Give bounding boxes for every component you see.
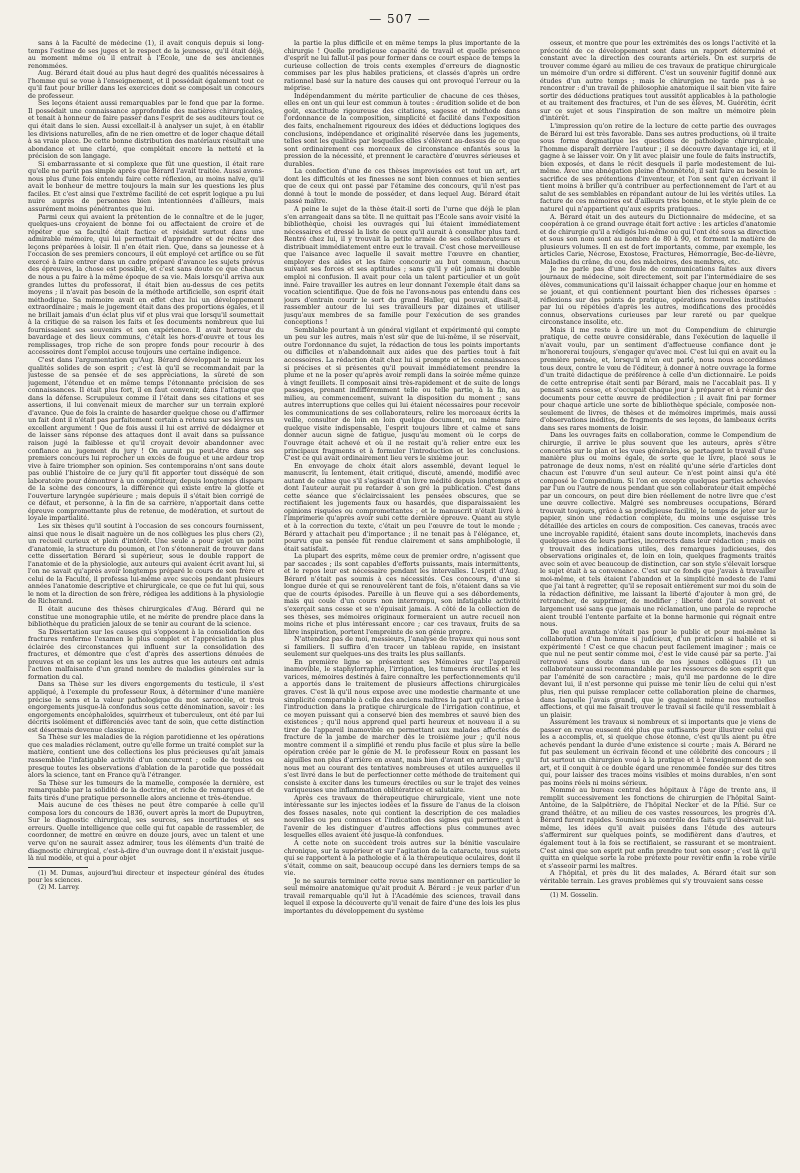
- paragraph: Nommé au bureau central des hôpitaux à l'âge de trente ans, il remplit successivement les fonctions de chirurgien de l'hôpital Saint-Antoine, de la Salpêtrière, de l'hôpital Necker et de la Pitié. Sur ce grand théâtre, et au milieu de ces vastes ressources, les progrès d'A. Bérard furent rapides. Soumises au contrôle des faits qu'il observait lui-même, les idées qu'il avait puisées dans l'étude des auteurs s'affermirent sur quelques points, se modifièrent dans d'autres, et également tout à la fois se rectifiaient, se rassurant et se montraient. C'est ainsi que son esprit put enfin prendre tout son essor ; c'est là qu'il quitta en quelque sorte la robe prétexte pour revêtir enfin la robe virile et s'asseoir parmi les maîtres.: [540, 786, 776, 870]
- paragraph: A cette note on succèdent trois autres sur la bénitie vasculaire chronique, sur la supérieur et sur l'agitation de la cataracte, tous sujets qui se rapportent à la pathologie et à la thérapeutique oculaires, dont il s'était, comme on sait, beaucoup occupé dans les derniers temps de sa vie.: [284, 838, 520, 878]
- paragraph: La plupart des esprits, même ceux de premier ordre, n'agissent que par saccades ; ils sont capables d'efforts puissants, mais intermittents, et le repos leur est nécessaire pendant les intervalles. L'esprit d'Aug. Bérard n'était pas soumis à ces nécessités. Ces concours, d'une si longue durée et qui se renouvelèrent tant de fois, n'étaient dans sa vie que de courts épisodes. Pareille à un fleuve qui a ses débordements, mais qui coule d'un cours non interrompu, son infatigable activité s'exerçait sans cesse et se n'épuisait jamais. A côté de la collection de ses thèses, ses mémoires originaux formeraient un autre recueil non moins riche et plus intéressant encore ; car ces travaux, fruits de sa libre inspiration, portent l'empreinte de son génie propre.: [284, 552, 520, 636]
- paragraph: Assurément les travaux si nombreux et si importants que je viens de passer en revue eussent été plus que suffisants pour illustrer celui qui les a accomplis, et, si quelque chose étonne, c'est qu'ils aient pu être achevés pendant la durée d'une existence si courte ; mais A. Bérard ne fut pas seulement un écrivain fécond et une célébrité des concours ; il fut surtout un chirurgien voué à la pratique et à l'enseignement de son art, et il conquit à ce double égard une renommée fondée sur des titres qui, pour laisser des traces moins visibles et moins durables, n'en sont pas moins réels ni moins sérieux.: [540, 718, 776, 787]
- paragraph: C'est dans l'argumentation qu'Aug. Bérard développait le mieux les qualités solides de son esprit ; c'est là qu'il se recommandait par la justesse de sa pensée et de ses appréciations, la sûreté de son jugement, l'étendue et en même temps l'étonnante précision de ses connaissances. Il était plus fort, il en faut convenir, dans l'attaque que dans la défense. Scrupuleux comme il l'était dans ses citations et ses assertions, il lui convenait mieux de marcher sur un terrain exploré d'avance. Que de fois la crainte de hasarder quelque chose ou d'affirmer un fait dont il n'était pas parfaitement certain a retenu sur ses lèvres un excellent argument ! Que de fois aussi il lui est arrivé de dédaigner et de laisser sans réponse des attaques dont il avait dans sa puissance raison jugé la faiblesse et qu'il croyait devoir abandonner avec confiance au jugement du jury ! On aurait pu peut-être dans ses premiers concours lui reprocher un excès de fougue et une ardeur trop vive à faire triompher son opinion. Ses contemporains n'ont sans doute pas oublié l'histoire de ce jury qu'il fit apporter tout disséqué de son laboratoire pour démontrer à un compétiteur, depuis longtemps disparu de la scène des concours, la différence qui existe entre la glotte et l'ouverture laryngée supérieure ; mais depuis il s'était bien corrigé de ce défaut, et personne, à la fin de sa carrière, n'apportait dans cette épreuve compromettante plus de retenue, de modération, et surtout de loyale impartialité.: [28, 355, 264, 523]
- paragraph: En première ligne se présentent ses Mémoires sur l'appareil inamovible, le staphylorraphie, l'irrigation, les tumeurs érectiles et les varices, mémoires destinés à faire connaître les perfectionnements qu'il a apportés dans le traitement de plusieurs affections chirurgicales graves. C'est là qu'il nous expose avec une modestie charmante et une simplicité comparable à celle des anciens maîtres la part qu'il a prise à l'introduction dans la pratique chirurgicale de l'irrigation continue, et ce moyen puissant qui a conservé bien des membres et sauvé bien des existences ; qu'il nous apprend quel parti heureux et nouveau il a su tirer de l'appareil inamovible en permettant aux malades affectés de fracture de la jambe de marcher dès le troisième jour ; qu'il nous montre comment il a simplifié et rendu plus facile et plus sûre la belle opération créée par le génie de M. le professeur Roux en passant les aiguilles non plus d'arrière en avant, mais bien d'avant en arrière ; qu'il nous met au courant des tentatives nombreuses et utiles auxquelles il s'est livré dans le but de perfectionner cette méthode de traitement qui consiste à exciter dans les tumeurs érectiles ou sur le trajet des veines variqueuses une inflammation oblitératrice et salutaire.: [284, 657, 520, 795]
- paragraph: Dans sa Thèse sur les divers engorgements du testicule, il s'est appliqué, à l'exemple du professeur Roux, à déterminer d'une manière précise le sens et la valeur pathologique du mot sarcocèle, et trois engorgements jusque-là confondus sous cette dénomination, savoir : les engorgements encéphaloïdes, squirrheux et tuberculeux, ont été par lui décrits isolément et différenciés avec tant de soin, que cette distinction est désormais devenue classique.: [28, 680, 264, 734]
- footnote-rule: [540, 889, 600, 890]
- footnote: (1) M. Gosselin.: [550, 892, 599, 900]
- paragraph: Sa Thèse sur les maladies de la région parotidienne et les opérations que ces maladies réclament, outre qu'elle forme un traité complet sur la matière, contient une des collections les plus précieuses qu'ait jamais rassemblée l'infatigable activité d'un concurrent ; celle de toutes ou presque toutes les observations d'ablation de la parotide que possédait alors la science, tant en France qu'à l'étranger.: [28, 733, 264, 780]
- paragraph: Les six thèses qu'il soutint à l'occasion de ses concours fournissent, ainsi que nous le disait naguère un de nos collègues les plus chers (2), un recueil curieux et plein d'intérêt. Une seule a pour sujet un point d'anatomie, la structure du poumon, et l'on s'étonnerait de trouver dans cette dissertation Bérard si supérieur, sous le double rapport de l'anatomie et de la physiologie, aux auteurs qui avaient écrit avant lui, si l'on ne savait qu'après avoir longtemps préparé le cours de son frère et celui de la Faculté, il professa lui-même avec succès pendant plusieurs années l'anatomie descriptive et chirurgicale, ce que ce fut lui qui, sous le nom et la direction de son frère, rédigea les additions à la physiologie de Richerand.: [28, 522, 264, 606]
- paragraph: Sa Dissertation sur les causes qui s'opposent à la consolidation des fractures renferme l'examen le plus complet et l'appréciation la plus éclairée des circonstances qui influent sur la consolidation des fractures, et démontre que c'est d'après des assertions dénuées de preuves et en se copiant les uns les autres que les auteurs ont admis l'action malfaisante d'un grand nombre de maladies générales sur la formation du cal.: [28, 627, 264, 681]
- paragraph: Parmi ceux qui avaient la prétention de le connaître et de le juger, quelques-uns croyaient de bonne foi ou affectaient de croire et de répéter que sa faculté était factice et résidait surtout dans une admirable mémoire, qui lui permettait d'apprendre et de réciter des leçons préparées à loisir. Il n'en était rien. Que, dans sa jeunesse et à l'occasion de ses premiers concours, il eût employé cet artifice ou se fût exercé à faire entrer dans un cadre préparé d'avance les sujets prévus des épreuves, la chose est possible, et c'est sans doute ce que chacun de nous a pu faire à la même époque de sa vie. Mais lorsqu'il arriva aux grandes luttes du professorat, il était bien au-dessus de ces petits moyens ; il n'avait pas besoin de la méthode artificielle, son esprit était méthodique. Sa mémoire avait en effet chez lui un développement extraordinaire ; mais le jugement était dans des proportions égales, et il ne brillait jamais d'un éclat plus vif et plus vrai que lorsqu'il soumettait à la critique de sa raison les faits et les documents nombreux que lui fournissaient ses souvenirs et son expérience. Il avait horreur du bavardage et des lieux communs, c'était les hors-d'œuvre et tous les remplissages, trop riche de son propre fonds pour recourir à des accessoires dont l'emploi accuse toujours une certaine indigence.: [28, 212, 264, 357]
- footnote: (2) M. Larrey.: [38, 883, 80, 891]
- paragraph: N'attendez pas de moi, messieurs, l'analyse de travaux qui nous sont si familiers. Il suffira d'en tracer un tableau rapide, en insistant seulement sur quelques-uns des traits les plus saillants.: [284, 635, 520, 659]
- paragraph: A. Bérard était un des auteurs du Dictionnaire de médecine, et sa coopération à ce grand ouvrage était fort active : les articles d'anatomie et de chirurgie qu'il a rédigés lui-même ou qui l'ont été sous sa direction et sous son nom sont au nombre de 80 à 90, et forment la matière de plusieurs volumes. Il en est de fort importants, comme, par exemple, les articles Carie, Nécrose, Exostose, Fractures, Hémorragie, Bec-de-lièvre, Maladies du crâne, du cou, des mâchoires, des membres, etc.: [540, 212, 776, 266]
- paragraph: Indépendamment du mérite particulier de chacune de ces thèses, elles en ont un qui leur est commun à toutes : érudition solide et de bon goût, exactitude rigoureuse des citations, sagesse et méthode dans l'ordonnance de la composition, simplicité et facilité dans l'exposition des faits, enchaînement rigoureux des idées et déductions logiques des conclusions, indépendance et originalité réservée dans les jugements, telles sont les qualités par lesquelles elles s'élèvent au-dessus de ce que sont ordinairement ces morceaux de circonstance enfantés sous la pression de la nécessité, et prennent le caractère d'œuvres sérieuses et durables.: [284, 91, 520, 168]
- paragraph: L'impression qu'on retire de la lecture de cette partie des ouvrages de Bérard lui est très favorable. Dans ses autres productions, où il traite sous forme dogmatique les questions de pathologie chirurgicale, l'homme disparaît derrière l'auteur ; il se découvre davantage ici, et il gagne à se laisser voir. On y lit avec plaisir une foule de faits instructifs, bien exposés, et dans le récit desquels il parle modestement de lui-même. Avec une abnégation pleine d'honnêteté, il sait faire au besoin le sacrifice de ses prétentions d'inventeur, et l'on sent qu'en écrivant il tient moins à briller qu'à contribuer au perfectionnement de l'art et au salut de ses semblables en répandant autour de lui les vérités utiles. La facture de ces mémoires est d'ailleurs très bonne, et le style plein de ce naturel qui n'appartient qu'aux esprits pratiques.: [540, 122, 776, 214]
- text-columns: [28, 40, 776, 1160]
- paragraph: A l'hôpital, et près du lit des malades, A. Bérard était sur son véritable terrain. Les graves problèmes qui s'y trouvaient sans cesse: [540, 869, 776, 885]
- paragraph: De quel avantage n'était pas pour le public et pour moi-même la collaboration d'un homme si judicieux, d'un praticien si habile et si expérimenté ! C'est ce que chacun peut facilement imaginer ; mais ce que nul ne peut sentir comme moi, c'est le vide causé par sa perte. J'ai retrouvé sans doute dans un de nos jeunes collègues (1) un collaborateur aussi recommandable par les ressources de son esprit que par l'aménité de son caractère ; mais, qu'il me pardonne de le dire devant lui, il n'est personne qui puisse me tenir lieu de celui qui n'est plus, rien qui puisse remplacer cette collaboration pleine de charmes, dans laquelle j'avais grandi, que je gagnaient même nos mutuelles affections, et qui me faisait trouver le travail si facile qu'il ressemblait à un plaisir.: [540, 627, 776, 719]
- column-2: [284, 40, 520, 1160]
- paragraph: Dans les ouvrages faits en collaboration, comme le Compendium de chirurgie, il arrive le plus souvent que les auteurs, après s'être concertés sur le plan et les vues générales, se partagent le travail d'une manière plus ou moins égale, de sorte que le livre, placé sous le patronage de deux noms, n'est en réalité qu'une série d'articles dont chacun est l'œuvre d'un seul auteur. Ce n'est point ainsi qu'a été composé le Compendium. Si l'on en excepte quelques parties achevées par l'un ou l'autre de nous pendant que son collaborateur était empêché par un concours, on peut dire bien réellement de notre livre que c'est une œuvre collective. Malgré ses nombreuses occupations, Bérard trouvait toujours, grâce à sa prodigieuse facilité, le temps de jeter sur le papier, sinon une rédaction complète, du moins une esquisse très détaillée des articles en cours de composition. Ces canevas, tracés avec une incroyable rapidité, étaient sans doute incomplets, inachevés dans quelques-unes de leurs parties, incorrects dans leur rédaction ; mais on y trouvait des indications utiles, des remarques judicieuses, des observations originales et, de loin en loin, quelques fragments traités avec soin et avec beaucoup de distinction, car son style s'élevait lorsque le sujet était à sa convenance. C'est sur ce fonds que j'avais à travailler moi-même, et tels étaient l'abandon et la simplicité modeste de l'ami que j'ai tant à regretter, qu'il se reposait entièrement sur moi du soin de la rédaction définitive, me laissant la liberté d'ajouter à mon gré, de retrancher, de supprimer, de modifier ; liberté dont j'ai souvent et largement usé sans que jamais une réclamation, une parole de reproche aient troublé l'entente parfaite et la bonne harmonie qui régnait entre nous.: [540, 431, 776, 629]
- footnote: (1) M. Dumas, aujourd'hui directeur et inspecteur général des études pour les sciences.: [28, 869, 264, 884]
- paragraph: la partie la plus difficile et en même temps la plus importante de la chirurgie ! Quelle prodigieuse capacité de travail et quelle présence d'esprit ne lui fallut-il pas pour former dans ce court espace de temps la curieuse collection de trois cents exemples d'erreurs de diagnostic commises par les plus habiles praticiens, et classés d'après un ordre rationnel basé sur la nature des causes qui ont provoqué l'erreur ou la méprise.: [284, 40, 520, 93]
- paragraph: Aug. Bérard était doué au plus haut degré des qualités nécessaires à l'homme qui se voue à l'enseignement, et il possédait également tout ce qu'il faut pour briller dans les exercices dont se composait un concours de professeur.: [28, 69, 264, 100]
- paragraph: Après ces travaux de thérapeutique chirurgicale, vient une note intéressante sur les injectes iodées et la fissure de l'anus de la cloison des fosses nasales, note qui contient la description de ces maladies nouvelles ou peu connues et l'indication des signes qui permettent à l'avenir de les distinguer d'autres affections plus communes avec lesquelles elles avaient été jusque-là confondues.: [284, 793, 520, 840]
- paragraph: Mais il me reste à dire un mot du Compendium de chirurgie pratique, de cette œuvre considérable, dans l'exécution de laquelle il n'avait voulu, par un sentiment d'affectueuse confiance dont je m'honorerai toujours, s'engager qu'avec moi. C'est lui qui en avait eu la première pensée, et, lorsqu'il m'en eut parlé, nous nous accordâmes tous deux, contre le vœu de l'éditeur, à donner à notre ouvrage la forme d'un traité didactique de préférence à celle d'un dictionnaire. Le poids de cette entreprise était senti par Bérard, mais ne l'accablait pas. Il y pensait sans cesse, et s'occupait chaque jour à préparer et à réunir des documents pour cette œuvre de prédilection ; il avait fini par former pour chaque article une sorte de bibliothèque spéciale, composée non-seulement de livres, de thèses et de mémoires imprimés, mais aussi d'observations inédites, de fragments de ses leçons, de lambeaux écrits dans ses rares moments de loisir.: [540, 325, 776, 432]
- footnote-rule: [28, 867, 88, 868]
- footnotes: [28, 867, 264, 891]
- paragraph: La confection d'une de ces thèses improvisées est tout un art, art dont les difficultés et les finesses ne sont bien connues et bien senties que de ceux qui ont passé par l'étamine des concours, qu'il n'est pas donné à tout le monde de posséder, et dans lequel Aug. Bérard était passé maître.: [284, 167, 520, 206]
- paragraph: Je ne saurais terminer cette revue sans mentionner en particulier le seul mémoire anatomique qu'ait produit A. Bérard : je veux parler d'un travail remarquable qu'il lut à l'Académie des sciences, travail dans lequel il expose la découverte qu'il venait de faire d'une des lois les plus importantes du développement du système: [284, 876, 520, 915]
- page-number: — 507 —: [369, 12, 431, 26]
- paragraph: osseux, et montre que pour les extrémités des os longs l'activité et la précocité de ce développement sont dans un rapport déterminé et constant avec la direction des courants artériels. On est surpris de trouver comme égaré au milieu de ces travaux de pratique chirurgicale un mémoire d'un ordre si différent. C'est un souvenir fugitif donné aux études d'un autre temps ; mais le chirurgien ne tarde pas à se rencontrer : d'un travail de philosophie anatomique il sait bien vite faire sortir des déductions pratiques tout aussitôt applicables à la pathologie et au traitement des fractures, et l'un de ses élèves, M. Guérétin, écrit sur ce sujet et sous l'inspiration de son maître un mémoire plein d'intérêt.: [540, 40, 776, 123]
- paragraph: Je ne parle pas d'une foule de communications faites aux divers journaux de médecine, soit directement, soit par l'intermédiaire de ses élèves, communications qu'il laissait échapper chaque jour en homme et se jouant, et qui contiennent pourtant bien des richesses éparses : réflexions sur des points de pratique, opérations nouvelles instituées par lui ou répétées d'après les autres, modifications des procédés connus, observations curieuses par leur rareté ou par quelque circonstance insolite, etc.: [540, 265, 776, 327]
- column-3: [540, 40, 776, 1160]
- paragraph: Il était aucune des thèses chirurgicales d'Aug. Bérard qui ne constitue une monographie utile, et ne mérite de prendre place dans la bibliothèque du praticien jaloux de se tenir au courant de la science.: [28, 605, 264, 629]
- column-1: [28, 40, 264, 1160]
- footnotes: [540, 889, 776, 899]
- paragraph: Sa Thèse sur les tumeurs de la mamelle, composée la dernière, est remarquable par la solidité de la doctrine, et riche de remarques et de faits tirés d'une pratique personnelle alors ancienne et très-étendue.: [28, 778, 264, 802]
- paragraph: Mais aucune de ces thèses ne peut être comparée à celle qu'il composa lors du concours de 1836, ouvert après la mort de Dupuytren, Sur le diagnostic chirurgical, ses sources, ses incertitudes et ses erreurs. Quelle intelligence que celle qui fut capable de rassembler, de coordonner, de mettre en œuvre en douze jours, avec un talent et une verve qu'on ne saurait assez admirer, tous les éléments d'un traité de diagnostic chirurgical, c'est-à-dire d'un ouvrage dont il n'existait jusque-là nul modèle, et qui a pour objet: [28, 801, 264, 863]
- paragraph: Ses leçons étaient aussi remarquables par le fond que par la forme. Il possédait une connaissance approfondie des matières chirurgicales, et tenait à honneur de faire passer dans l'esprit de ses auditeurs tout ce qui était dans le sien. Aussi excellait-il à analyser un sujet, à en établir les divisions naturelles, afin de ne rien omettre et de loger chaque détail à sa vraie place. De cette bonne distribution des matériaux résultait une abondance et une clarté, que complétait encore la netteté et la précision de son langage.: [28, 99, 264, 161]
- paragraph: A peine le sujet de la thèse était-il sorti de l'urne que déjà le plan s'en arrangeait dans sa tête. Il ne quittait pas l'École sans avoir visité la bibliothèque, choisi les ouvrages qui lui étaient immédiatement nécessaires et dressé la liste de ceux qu'il aurait à consulter plus tard. Rentré chez lui, il y trouvait la petite armée de ses collaborateurs et distribuait immédiatement entre eux le travail. C'est chose merveilleuse que l'aisance avec laquelle il savait mettre l'œuvre en chantier, employer des aides et les faire concourir au but commun, chacun suivant ses forces et ses aptitudes ; sans qu'il y eût jamais ni double emploi ni confusion. Il avait pour cela un talent particulier et un goût inné. Faire travailler les autres en leur donnant l'exemple était dans sa vocation scientifique. Que de fois ne l'avons-nous pas entendu dans ces jours d'entrain courir le sort du grand Haller, qui pouvait, disait-il, rassembler autour de lui ses travailleurs par dizaines et utiliser jusqu'aux membres de sa famille pour l'exécution de ses grandes conceptions !: [284, 205, 520, 327]
- paragraph: sans à la Faculté de médecine (1), il avait conquis depuis si long-temps l'estime de ses juges et le respect de la jeunesse, qu'il était déjà, au moment même où il entrait à l'École, une de ses anciennes renommées.: [28, 40, 264, 70]
- paragraph: Si embarrassante et si complexe que fût une question, il était rare qu'elle ne parût pas simple après que Bérard l'avait traitée. Aussi avons-nous plus d'une fois entendu faire cette réflexion, au moins naïve, qu'il avait le bonheur de mettre toujours la main sur les questions les plus faciles. Et c'est ainsi que l'extrême facilité de cet esprit logique a pu lui nuire auprès de personnes bien intentionnées d'ailleurs, mais assurément moins pénétrantes que lui.: [28, 159, 264, 214]
- paragraph: Semblable pourtant à un général vigilant et expérimenté qui compte un peu sur les autres, mais n'est sûr que de lui-même, il se réservait, outre l'ordonnance du sujet, la rédaction de tous les points importants ou difficiles et n'abandonnait aux aides que des parties tout à fait accessoires. La rédaction était chez lui si prompte et les connaissances si précises et si présentes qu'il pouvait immédiatement prendre la plume et ne la poser qu'après avoir rempli dans la soirée même quinze à vingt feuillets. Il composait ainsi très-rapidement et de suite de longs passages, prenant indifféremment telle ou telle partie, à la fin, au milieu, au commencement, suivant la disposition du moment ; sans autres interruptions que celles qui lui étaient nécessaires pour recevoir les communications de ses collaborateurs, relire les morceaux écrits la veille, consulter de loin en loin quelque document, ou même faire quelque visite indispensable, l'esprit toujours libre et calme et sans donner aucun signe de fatigue, jusqu'au moment où le corps de l'ouvrage était achevé et où il ne restait qu'à relier entre eux les principaux fragments et à formuler l'introduction et les conclusions. C'est ce qui avait ordinairement lieu vers le sixième jour.: [284, 325, 520, 463]
- paragraph: En envoyage de choix était alors assemblé, devant lequel le manuscrit, lu lentement, était critiqué, discuté, amendé, modifié avec autant de calme que s'il s'agissait d'un livre médité depuis longtemps et dont l'auteur aurait pu retarder à son gré la publication. C'est dans cette séance que s'éclaircissaient les pensées obscures, que se rectifiaient les jugements faux ou hasardés, que disparaissaient les opinions risquées ou compromettantes ; et le manuscrit n'était livré à l'imprimerie qu'après avoir subi cette dernière épreuve. Quant au style et à la correction du texte, c'était un peu l'œuvre de tout le monde ; Bérard y attachait peu d'importance ; il ne tenait pas à l'élégance, et, pourvu que sa pensée fût rendue clairement et sans amphibologie, il était satisfait.: [284, 461, 520, 553]
